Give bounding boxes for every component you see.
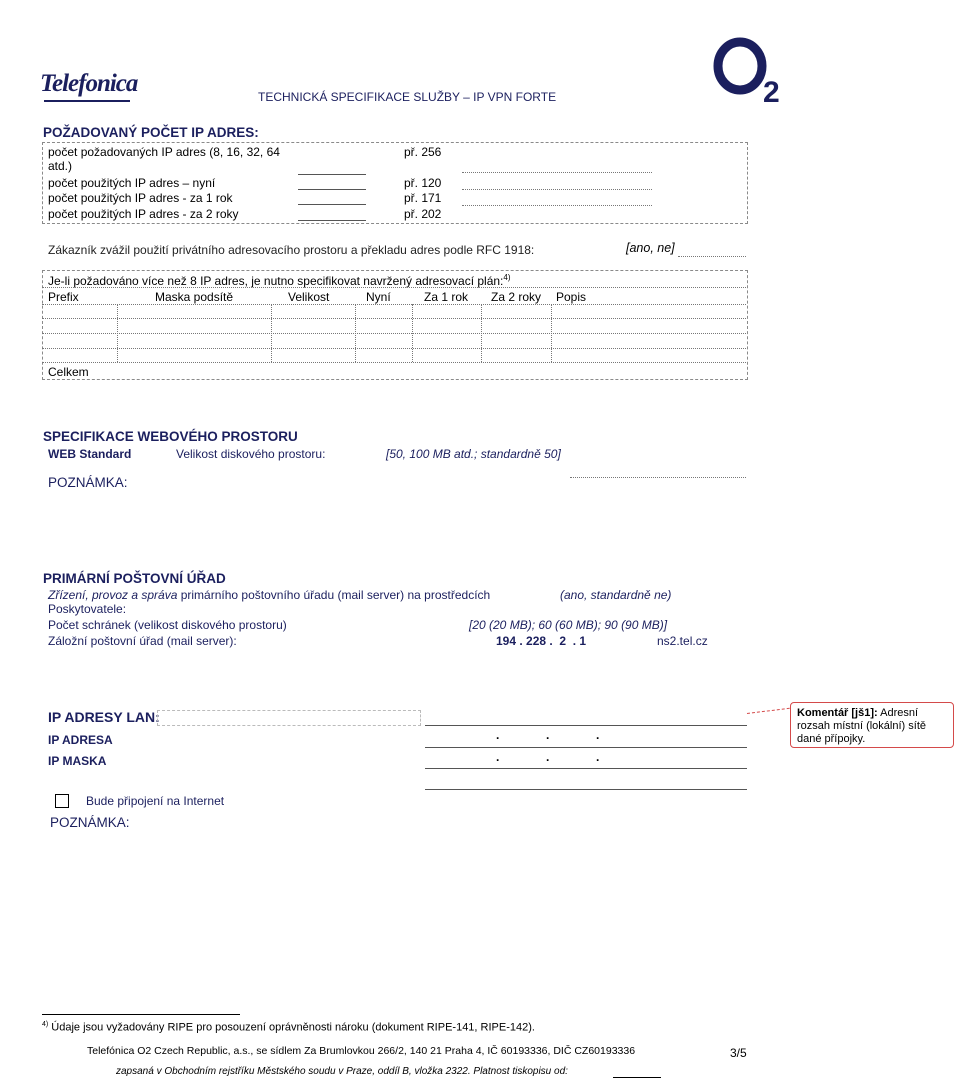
column-mask: Maska podsítě (155, 290, 234, 304)
ip-count-row-requested-cont: atd.) (48, 159, 73, 173)
table-total-label: Celkem (48, 365, 89, 379)
ip-count-field-requested[interactable] (298, 174, 366, 175)
column-now: Nyní (366, 290, 391, 304)
comment-balloon[interactable] (790, 702, 954, 748)
o2-logo (710, 30, 800, 110)
internet-checkbox[interactable] (55, 794, 69, 808)
comment-author: Komentář [jš1]: (797, 707, 878, 719)
internet-checkbox-label: Bude připojení na Internet (86, 794, 225, 808)
footnote-separator (42, 1014, 240, 1015)
footer-validity-field[interactable] (613, 1077, 661, 1078)
mail-description: Zřízení, provoz a správa primárního poštovního úřadu (mail server) na prostředcích (48, 588, 491, 602)
mail-description-cont: Poskytovatele: (48, 602, 127, 616)
private-space-question: Zákazník zvážil použití privátního adresovacího prostoru a překladu adres podle RFC 1918: (48, 243, 535, 257)
ip-count-field-2years[interactable] (298, 220, 366, 221)
ip-count-field-now[interactable] (298, 189, 366, 190)
footnote: $^{4)}$ Údaje jsou vyžadovány RIPE pro posouzení oprávněnosti nároku (dokument RIPE-141, RIPE-142). (42, 1021, 535, 1034)
backup-mail-ip: 194 . 228 . 2 . 1 (496, 634, 587, 648)
private-space-options: [ano, ne] (626, 241, 675, 255)
column-1year: Za 1 rok (424, 290, 469, 304)
ip-count-row-now: počet použitých IP adres – nyní (48, 176, 216, 190)
page-number: 3/5 (730, 1046, 747, 1060)
ip-count-heading: POŽADOVANÝ POČET IP ADRES: (43, 125, 259, 140)
column-size: Velikost (288, 290, 330, 304)
ip-count-row-requested: počet požadovaných IP adres (8, 16, 32, 64 (48, 145, 280, 159)
ip-count-example-requested: př. 256 (404, 145, 442, 159)
ip-count-field-1year[interactable] (298, 204, 366, 205)
lan-field-line[interactable] (425, 725, 747, 726)
web-note-field[interactable] (570, 477, 746, 478)
backup-mail-host: ns2.tel.cz (657, 634, 708, 648)
web-heading: SPECIFIKACE WEBOVÉHO PROSTORU (43, 429, 298, 444)
ip-count-row-2years: počet použitých IP adres - za 2 roky (48, 207, 239, 221)
column-2years: Za 2 roky (491, 290, 542, 304)
footer-company: Telefónica O2 Czech Republic, a.s., se sídlem Za Brumlovkou 266/2, 140 21 Praha 4, IČ 60193336, DIČ CZ60193336 (87, 1045, 636, 1057)
ip-count-example-1year: př. 171 (404, 191, 442, 205)
ip-mask-dots: . . . (496, 750, 600, 764)
ip-address-dots: . . . (496, 728, 600, 742)
web-disk-label: Velikost diskového prostoru: (176, 447, 326, 461)
mail-heading: PRIMÁRNÍ POŠTOVNÍ ÚŘAD (43, 571, 226, 586)
column-prefix: Prefix (48, 290, 79, 304)
lan-heading-field (157, 710, 421, 726)
svg-text:2: 2 (763, 76, 780, 109)
ip-address-label: IP ADRESA (48, 733, 113, 747)
ip-count-row-1year: počet použitých IP adres - za 1 rok (48, 191, 233, 205)
ip-count-example-now: př. 120 (404, 176, 442, 190)
footer-registry: zapsaná v Obchodním rejstříku Městského soudu v Praze, oddíl B, vložka 2322. Platnost tiskopisu od: (116, 1066, 568, 1077)
lan-note-label: POZNÁMKA: (50, 815, 130, 830)
mail-options: (ano, standardně ne) (560, 588, 672, 602)
ip-mask-field[interactable] (425, 768, 747, 769)
private-space-field[interactable] (678, 256, 746, 257)
column-description: Popis (556, 290, 587, 304)
address-plan-note: Je-li požadováno více než 8 IP adres, je nutno specifikovat navržený adresovací plán:$^{4)}$ (48, 273, 511, 288)
web-product: WEB Standard (48, 447, 132, 461)
ip-count-example-2years: př. 202 (404, 207, 442, 221)
web-disk-options: [50, 100 MB atd.; standardně 50] (386, 447, 561, 461)
comment-text: Adresní rozsah místní (lokální) sítě dané přípojky. (797, 707, 926, 745)
ip-mask-label: IP MASKA (48, 754, 107, 768)
mailbox-options: [20 (20 MB); 60 (60 MB); 90 (90 MB)] (469, 618, 668, 632)
telefonica-logo-underline (44, 100, 130, 102)
comment-connector (747, 708, 790, 714)
backup-mail-label: Záložní poštovní úřad (mail server): (48, 634, 237, 648)
web-note-label: POZNÁMKA: (48, 475, 128, 490)
lan-heading: IP ADRESY LAN: (48, 709, 160, 725)
telefonica-logo: Telefonica (40, 70, 138, 97)
document-title: TECHNICKÁ SPECIFIKACE SLUŽBY – IP VPN FORTE (258, 90, 557, 104)
ip-address-field[interactable] (425, 747, 747, 748)
mailbox-label: Počet schránek (velikost diskového prostoru) (48, 618, 287, 632)
